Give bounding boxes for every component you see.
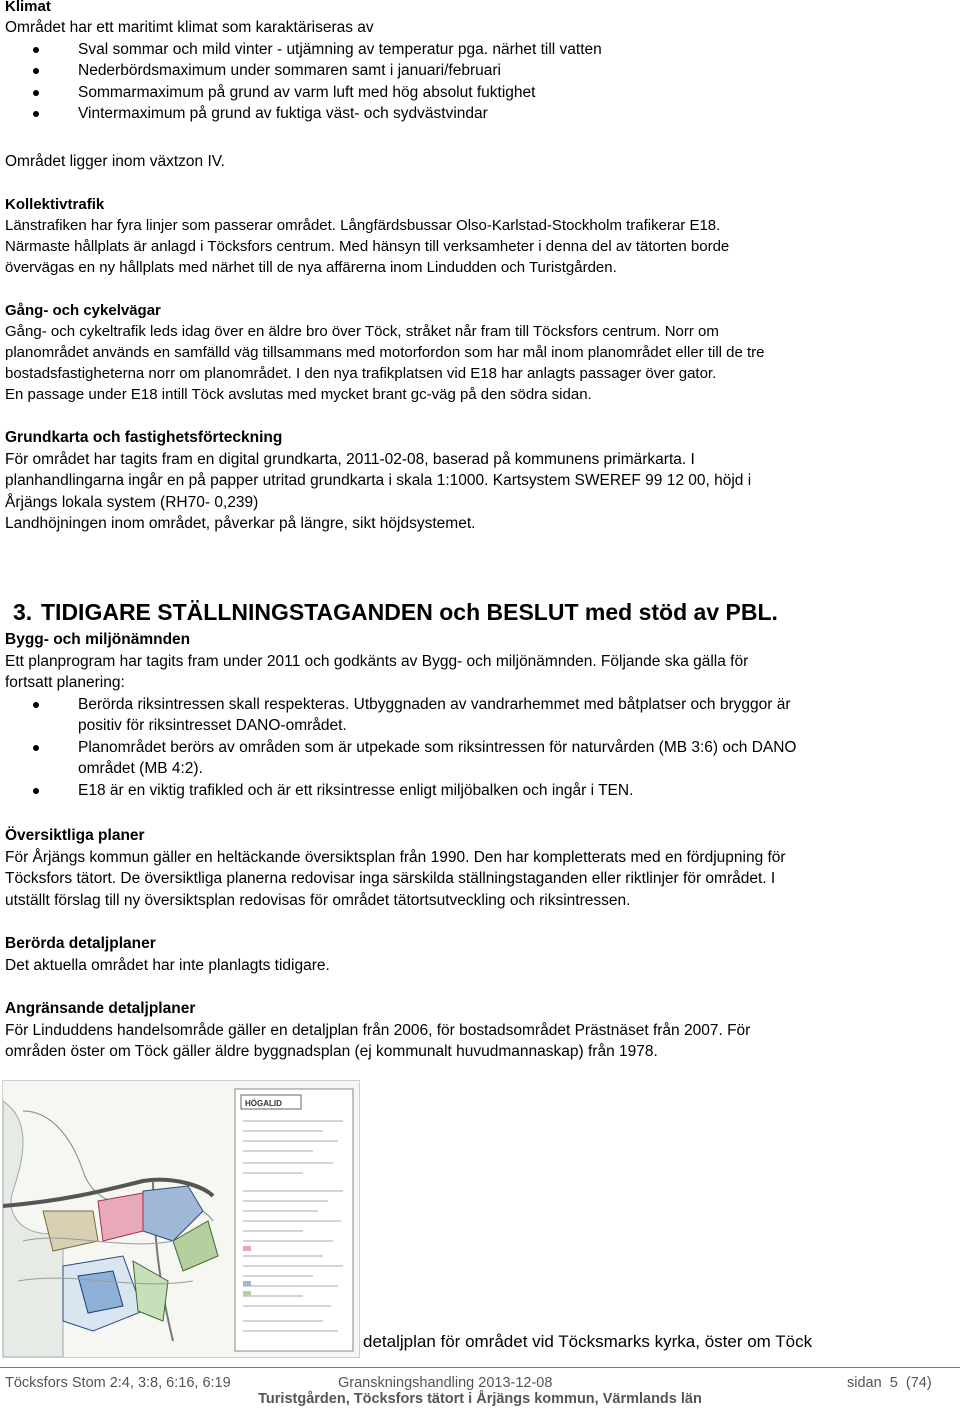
section-gang-cykel [5,300,950,405]
section-grundkarta [5,427,950,535]
detail-plan-map-image [2,1080,360,1358]
paragraph-line: För Linduddens handelsområde gäller en detaljplan från 2006, för bostadsområdet Prästnäset från 2007. För [5,1021,751,1039]
paragraph-line: utställt förslag till ny översiktsplan redovisas för området tätortsutveckling och riksintressen. [5,891,631,909]
list-item: Sommarmaximum på grund av varm luft med hög absolut fuktighet [5,82,950,104]
chapter-title: 3. TIDIGARE STÄLLNINGSTAGANDEN och BESLUT med stöd av PBL. [13,599,778,625]
heading-klimat: Klimat [5,0,51,15]
footer-status: Granskningshandling 2013-12-08 [338,1375,553,1391]
klimat-bullet-list [5,39,950,125]
footer-page-number: sidan 5 (74) [847,1375,932,1391]
heading-oversiktliga-planer: Översiktliga planer [5,827,145,844]
bullet-icon [33,90,39,96]
list-item: Berörda riksintressen skall respekteras. Utbyggnaden av vandrarhemmet med båtplatser och bryggor är positiv för riksintresset DANO-området. [5,694,950,737]
paragraph-line: planhandlingarna ingår en på papper utritad grundkarta i skala 1:1000. Kartsystem SWEREF 99 12 00, höjd i [5,472,752,489]
map-title: HÖGALID [245,1099,282,1108]
paragraph-line: Töcksfors tätort. De översiktliga planerna redovisar inga särskilda ställningstaganden eller riktlinjer för området. I [5,870,776,887]
section-angransande-detaljplaner [5,998,950,1063]
heading-grundkarta: Grundkarta och fastighetsförteckning [5,429,283,446]
heading-gang-cykel: Gång- och cykelvägar [5,302,161,319]
section-oversiktliga-planer [5,825,950,911]
paragraph-line: Gång- och cykeltrafik leds idag över en äldre bro över Töck, stråket når fram till Töcksfors centrum. Norr om [5,323,719,340]
paragraph-line: Länstrafiken har fyra linjer som passerar området. Långfärdsbussar Olso-Karlstad-Stockholm trafikerar E18. [5,217,721,234]
list-item: Planområdet berörs av områden som är utpekade som riksintressen för naturvården (MB 3:6) och DANO området (MB 4:2). [5,737,950,780]
paragraph-line: Det aktuella området har inte planlagts tidigare. [5,956,330,974]
paragraph-line: Årjängs lokala system (RH70- 0,239) [5,493,259,511]
paragraph-line: områden öster om Töck gäller äldre byggnadsplan (ej kommunalt huvudmannaskap) från 1978. [5,1043,658,1060]
paragraph-line: Landhöjningen inom området, påverkar på längre, sikt höjdsystemet. [5,515,476,532]
bullet-icon [33,68,39,74]
heading-angransande-detaljplaner: Angränsande detaljplaner [5,1000,196,1017]
section-klimat [5,0,950,125]
klimat-intro: Området har ett maritimt klimat som karaktäriseras av [5,19,374,36]
list-item: E18 är en viktig trafikled och är ett riksintresse enligt miljöbalken och ingår i TEN. [5,780,950,802]
vaxtzon-text: Området ligger inom växtzon IV. [5,153,225,170]
bullet-icon [33,111,39,117]
paragraph-line: För Årjängs kommun gäller en heltäckande översiktsplan från 1990. Den har kompletterats med en fördjupning för [5,848,786,866]
section-3-heading [5,598,950,626]
heading-kollektivtrafik: Kollektivtrafik [5,196,105,213]
list-item: Nederbördsmaximum under sommaren samt i januari/februari [5,60,950,82]
section-bygg-miljo [5,629,950,801]
bygg-bullet-list [5,694,950,802]
paragraph-line: Ett planprogram har tagits fram under 2011 och godkänts av Bygg- och miljönämnden. Följande ska gälla för [5,652,749,670]
paragraph-line: övervägas en ny hållplats med närhet till de nya affärerna inom Lindudden och Turistgården. [5,259,617,276]
bullet-icon [33,745,39,751]
paragraph-line: Närmaste hållplats är anlagd i Töcksfors centrum. Med hänsyn till verksamheter i denna del av tätorten borde [5,238,730,255]
section-berorda-detaljplaner [5,933,950,976]
section-kollektivtrafik [5,194,950,278]
figure-caption: detaljplan för området vid Töcksmarks kyrka, öster om Töck [363,1332,813,1351]
footer-subtitle: Turistgården, Töcksfors tätort i Årjängs kommun, Värmlands län [258,1391,702,1407]
paragraph-line: bostadsfastigheterna norr om planområdet. I den nya trafikplatsen vid E18 har anlagts passager över gator. [5,365,717,382]
paragraph-line: fortsatt planering: [5,674,125,691]
heading-berorda-detaljplaner: Berörda detaljplaner [5,935,156,952]
paragraph-line: En passage under E18 intill Töck avslutas med mycket brant gc-väg på den södra sidan. [5,386,592,403]
footer-rule [0,1367,960,1368]
paragraph-line: För området har tagits fram en digital grundkarta, 2011-02-08, baserad på kommunens primärkarta. I [5,450,695,468]
heading-bygg-miljo: Bygg- och miljönämnden [5,631,191,648]
footer-property: Töcksfors Stom 2:4, 3:8, 6:16, 6:19 [5,1375,231,1391]
list-item: Sval sommar och mild vinter - utjämning av temperatur pga. närhet till vatten [5,39,950,61]
bullet-icon [33,702,39,708]
paragraph-line: planområdet används en samfälld väg tillsammans med motorfordon som har mål inom planområdet eller till de tre [5,344,765,361]
bullet-icon [33,47,39,53]
list-item: Vintermaximum på grund av fuktiga väst- och sydvästvindar [5,103,950,125]
map-drawing [3,1081,359,1357]
bullet-icon [33,788,39,794]
chapter-number: 3. [13,599,33,625]
